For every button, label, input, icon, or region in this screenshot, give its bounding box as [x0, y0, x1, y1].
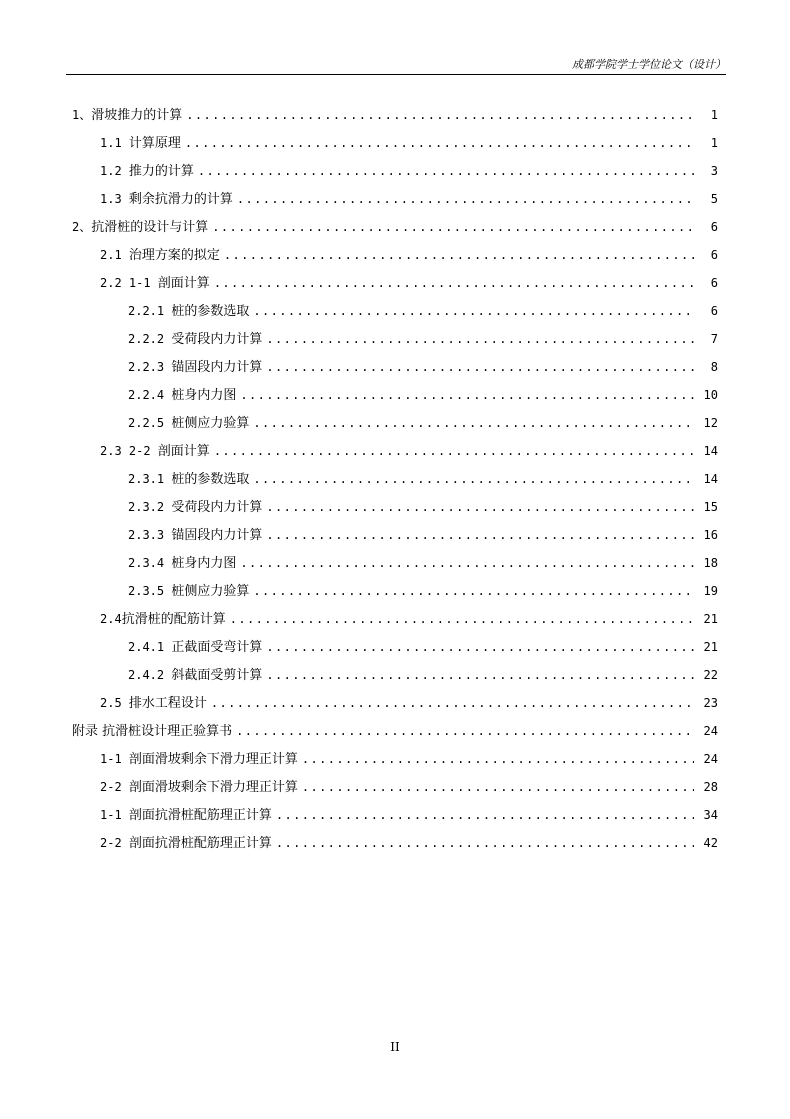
- toc-dot-leader: [253, 465, 694, 493]
- toc-entry-number: 2.3 2-2: [100, 444, 158, 458]
- table-of-contents: [72, 101, 718, 857]
- toc-entry[interactable]: [72, 325, 718, 353]
- toc-entry-page: 8: [710, 360, 718, 374]
- toc-entry-page: 6: [710, 276, 718, 290]
- toc-dot-leader: [266, 325, 694, 353]
- toc-entry-page: 14: [703, 444, 718, 458]
- toc-entry-page: 22: [703, 668, 718, 682]
- toc-entry-title: 桩的参数选取: [171, 472, 250, 487]
- toc-entry-page: 21: [703, 640, 718, 654]
- toc-entry-number: 2.2.3: [128, 360, 172, 374]
- toc-entry-title: 剖面抗滑桩配筋理正计算: [128, 808, 272, 823]
- toc-entry-number: 2、: [72, 220, 92, 234]
- toc-entry-title: 剖面计算: [157, 276, 210, 291]
- toc-dot-leader: [212, 213, 694, 241]
- toc-entry[interactable]: [72, 353, 718, 381]
- toc-entry-number: 2.3.5: [128, 584, 172, 598]
- toc-entry-number: 1、: [72, 108, 92, 122]
- toc-entry-page: 12: [703, 416, 718, 430]
- toc-entry-number: 2-2: [100, 780, 129, 794]
- toc-entry[interactable]: [72, 465, 718, 493]
- page-header: [66, 52, 726, 75]
- toc-entry-title: 治理方案的拟定: [128, 248, 220, 263]
- toc-entry-title: 排水工程设计: [128, 696, 207, 711]
- toc-entry[interactable]: [72, 409, 718, 437]
- toc-dot-leader: [230, 605, 694, 633]
- toc-entry-title: 斜截面受剪计算: [171, 668, 263, 683]
- toc-entry-page: 10: [703, 388, 718, 402]
- toc-entry-number: 2.2.5: [128, 416, 172, 430]
- toc-dot-leader: [253, 577, 694, 605]
- toc-dot-leader: [302, 773, 694, 801]
- toc-entry-title: 剩余抗滑力的计算: [128, 192, 233, 207]
- toc-dot-leader: [266, 493, 694, 521]
- toc-entry-title: 桩侧应力验算: [171, 584, 250, 599]
- toc-entry[interactable]: [72, 745, 718, 773]
- toc-entry[interactable]: [72, 157, 718, 185]
- toc-entry-title: 受荷段内力计算: [171, 500, 263, 515]
- toc-entry[interactable]: [72, 829, 718, 857]
- toc-entry[interactable]: [72, 129, 718, 157]
- toc-entry[interactable]: [72, 773, 718, 801]
- toc-dot-leader: [198, 157, 694, 185]
- toc-entry-page: 5: [710, 192, 718, 206]
- toc-entry-title: 剖面滑坡剩余下滑力理正计算: [128, 780, 298, 795]
- toc-entry-title: 剖面抗滑桩配筋理正计算: [128, 836, 272, 851]
- toc-entry-page: 16: [703, 528, 718, 542]
- toc-entry-page: 34: [703, 808, 718, 822]
- toc-entry[interactable]: [72, 717, 718, 745]
- toc-entry-number: 1-1: [100, 752, 129, 766]
- toc-entry-number: 1.3: [100, 192, 129, 206]
- toc-entry-number: 2.2.4: [128, 388, 172, 402]
- header-title: 成都学院学士学位论文（设计）: [572, 58, 726, 71]
- toc-dot-leader: [266, 661, 694, 689]
- toc-entry-number: 2-2: [100, 836, 129, 850]
- toc-entry[interactable]: [72, 689, 718, 717]
- toc-entry-page: 6: [710, 248, 718, 262]
- toc-entry-number: 2.3.2: [128, 500, 172, 514]
- toc-entry[interactable]: [72, 661, 718, 689]
- toc-entry-number: 2.2.2: [128, 332, 172, 346]
- toc-entry-title: 桩身内力图: [171, 388, 237, 403]
- toc-entry-page: 15: [703, 500, 718, 514]
- toc-entry-page: 14: [703, 472, 718, 486]
- toc-entry-page: 21: [703, 612, 718, 626]
- toc-entry-page: 23: [703, 696, 718, 710]
- toc-entry[interactable]: [72, 549, 718, 577]
- toc-entry-title: 桩侧应力验算: [171, 416, 250, 431]
- toc-entry-page: 6: [710, 304, 718, 318]
- toc-entry[interactable]: [72, 521, 718, 549]
- toc-dot-leader: [240, 549, 694, 577]
- toc-dot-leader: [211, 689, 694, 717]
- toc-entry-number: 2.4: [100, 612, 122, 626]
- toc-entry-page: 24: [703, 724, 718, 738]
- toc-entry[interactable]: [72, 101, 718, 129]
- toc-entry-number: 2.4.1: [128, 640, 172, 654]
- toc-entry[interactable]: [72, 633, 718, 661]
- toc-entry-title: 桩的参数选取: [171, 304, 250, 319]
- page-number: II: [390, 1040, 400, 1054]
- toc-entry[interactable]: [72, 381, 718, 409]
- toc-entry-page: 1: [710, 108, 718, 122]
- toc-dot-leader: [240, 381, 694, 409]
- toc-entry-title: 推力的计算: [128, 164, 194, 179]
- toc-dot-leader: [302, 745, 694, 773]
- toc-dot-leader: [266, 521, 694, 549]
- toc-entry-number: 1-1: [100, 808, 129, 822]
- toc-entry-title: 抗滑桩的设计与计算: [91, 220, 209, 235]
- toc-entry-number: 2.2.1: [128, 304, 172, 318]
- toc-entry[interactable]: [72, 213, 718, 241]
- toc-entry-title: 抗滑桩的配筋计算: [121, 612, 226, 627]
- toc-dot-leader: [276, 801, 694, 829]
- toc-entry[interactable]: [72, 241, 718, 269]
- toc-entry-number: 1.2: [100, 164, 129, 178]
- toc-entry-title: 锚固段内力计算: [171, 528, 263, 543]
- toc-entry[interactable]: [72, 605, 718, 633]
- toc-entry-page: 42: [703, 836, 718, 850]
- toc-dot-leader: [266, 353, 694, 381]
- toc-entry-number: 1.1: [100, 136, 129, 150]
- toc-entry-title: 附录 抗滑桩设计理正验算书: [72, 724, 233, 739]
- toc-dot-leader: [224, 241, 694, 269]
- toc-entry[interactable]: [72, 801, 718, 829]
- toc-dot-leader: [214, 269, 694, 297]
- toc-entry-title: 剖面计算: [157, 444, 210, 459]
- toc-dot-leader: [236, 717, 694, 745]
- toc-entry-page: 6: [710, 220, 718, 234]
- toc-entry-number: 2.3.4: [128, 556, 172, 570]
- toc-entry-title: 锚固段内力计算: [171, 360, 263, 375]
- toc-entry[interactable]: [72, 269, 718, 297]
- toc-entry-page: 28: [703, 780, 718, 794]
- toc-entry-title: 受荷段内力计算: [171, 332, 263, 347]
- toc-entry-number: 2.2 1-1: [100, 276, 158, 290]
- toc-entry[interactable]: [72, 185, 718, 213]
- toc-entry[interactable]: [72, 493, 718, 521]
- toc-entry-number: 2.4.2: [128, 668, 172, 682]
- toc-entry-title: 计算原理: [128, 136, 181, 151]
- toc-entry-page: 24: [703, 752, 718, 766]
- toc-entry-page: 3: [710, 164, 718, 178]
- toc-dot-leader: [266, 633, 694, 661]
- toc-entry-page: 7: [710, 332, 718, 346]
- toc-entry-page: 19: [703, 584, 718, 598]
- toc-entry-number: 2.3.3: [128, 528, 172, 542]
- toc-entry-title: 桩身内力图: [171, 556, 237, 571]
- toc-dot-leader: [276, 829, 694, 857]
- toc-entry-title: 剖面滑坡剩余下滑力理正计算: [128, 752, 298, 767]
- toc-dot-leader: [237, 185, 694, 213]
- toc-entry-title: 正截面受弯计算: [171, 640, 263, 655]
- toc-dot-leader: [186, 101, 694, 129]
- toc-dot-leader: [253, 297, 694, 325]
- toc-entry[interactable]: [72, 297, 718, 325]
- toc-entry-number: 2.1: [100, 248, 129, 262]
- toc-entry[interactable]: [72, 437, 718, 465]
- toc-entry-number: 2.3.1: [128, 472, 172, 486]
- toc-dot-leader: [185, 129, 694, 157]
- toc-dot-leader: [253, 409, 694, 437]
- toc-entry-page: 18: [703, 556, 718, 570]
- toc-entry-number: 2.5: [100, 696, 129, 710]
- toc-entry[interactable]: [72, 577, 718, 605]
- toc-dot-leader: [214, 437, 694, 465]
- toc-entry-page: 1: [710, 136, 718, 150]
- toc-entry-title: 滑坡推力的计算: [91, 108, 183, 123]
